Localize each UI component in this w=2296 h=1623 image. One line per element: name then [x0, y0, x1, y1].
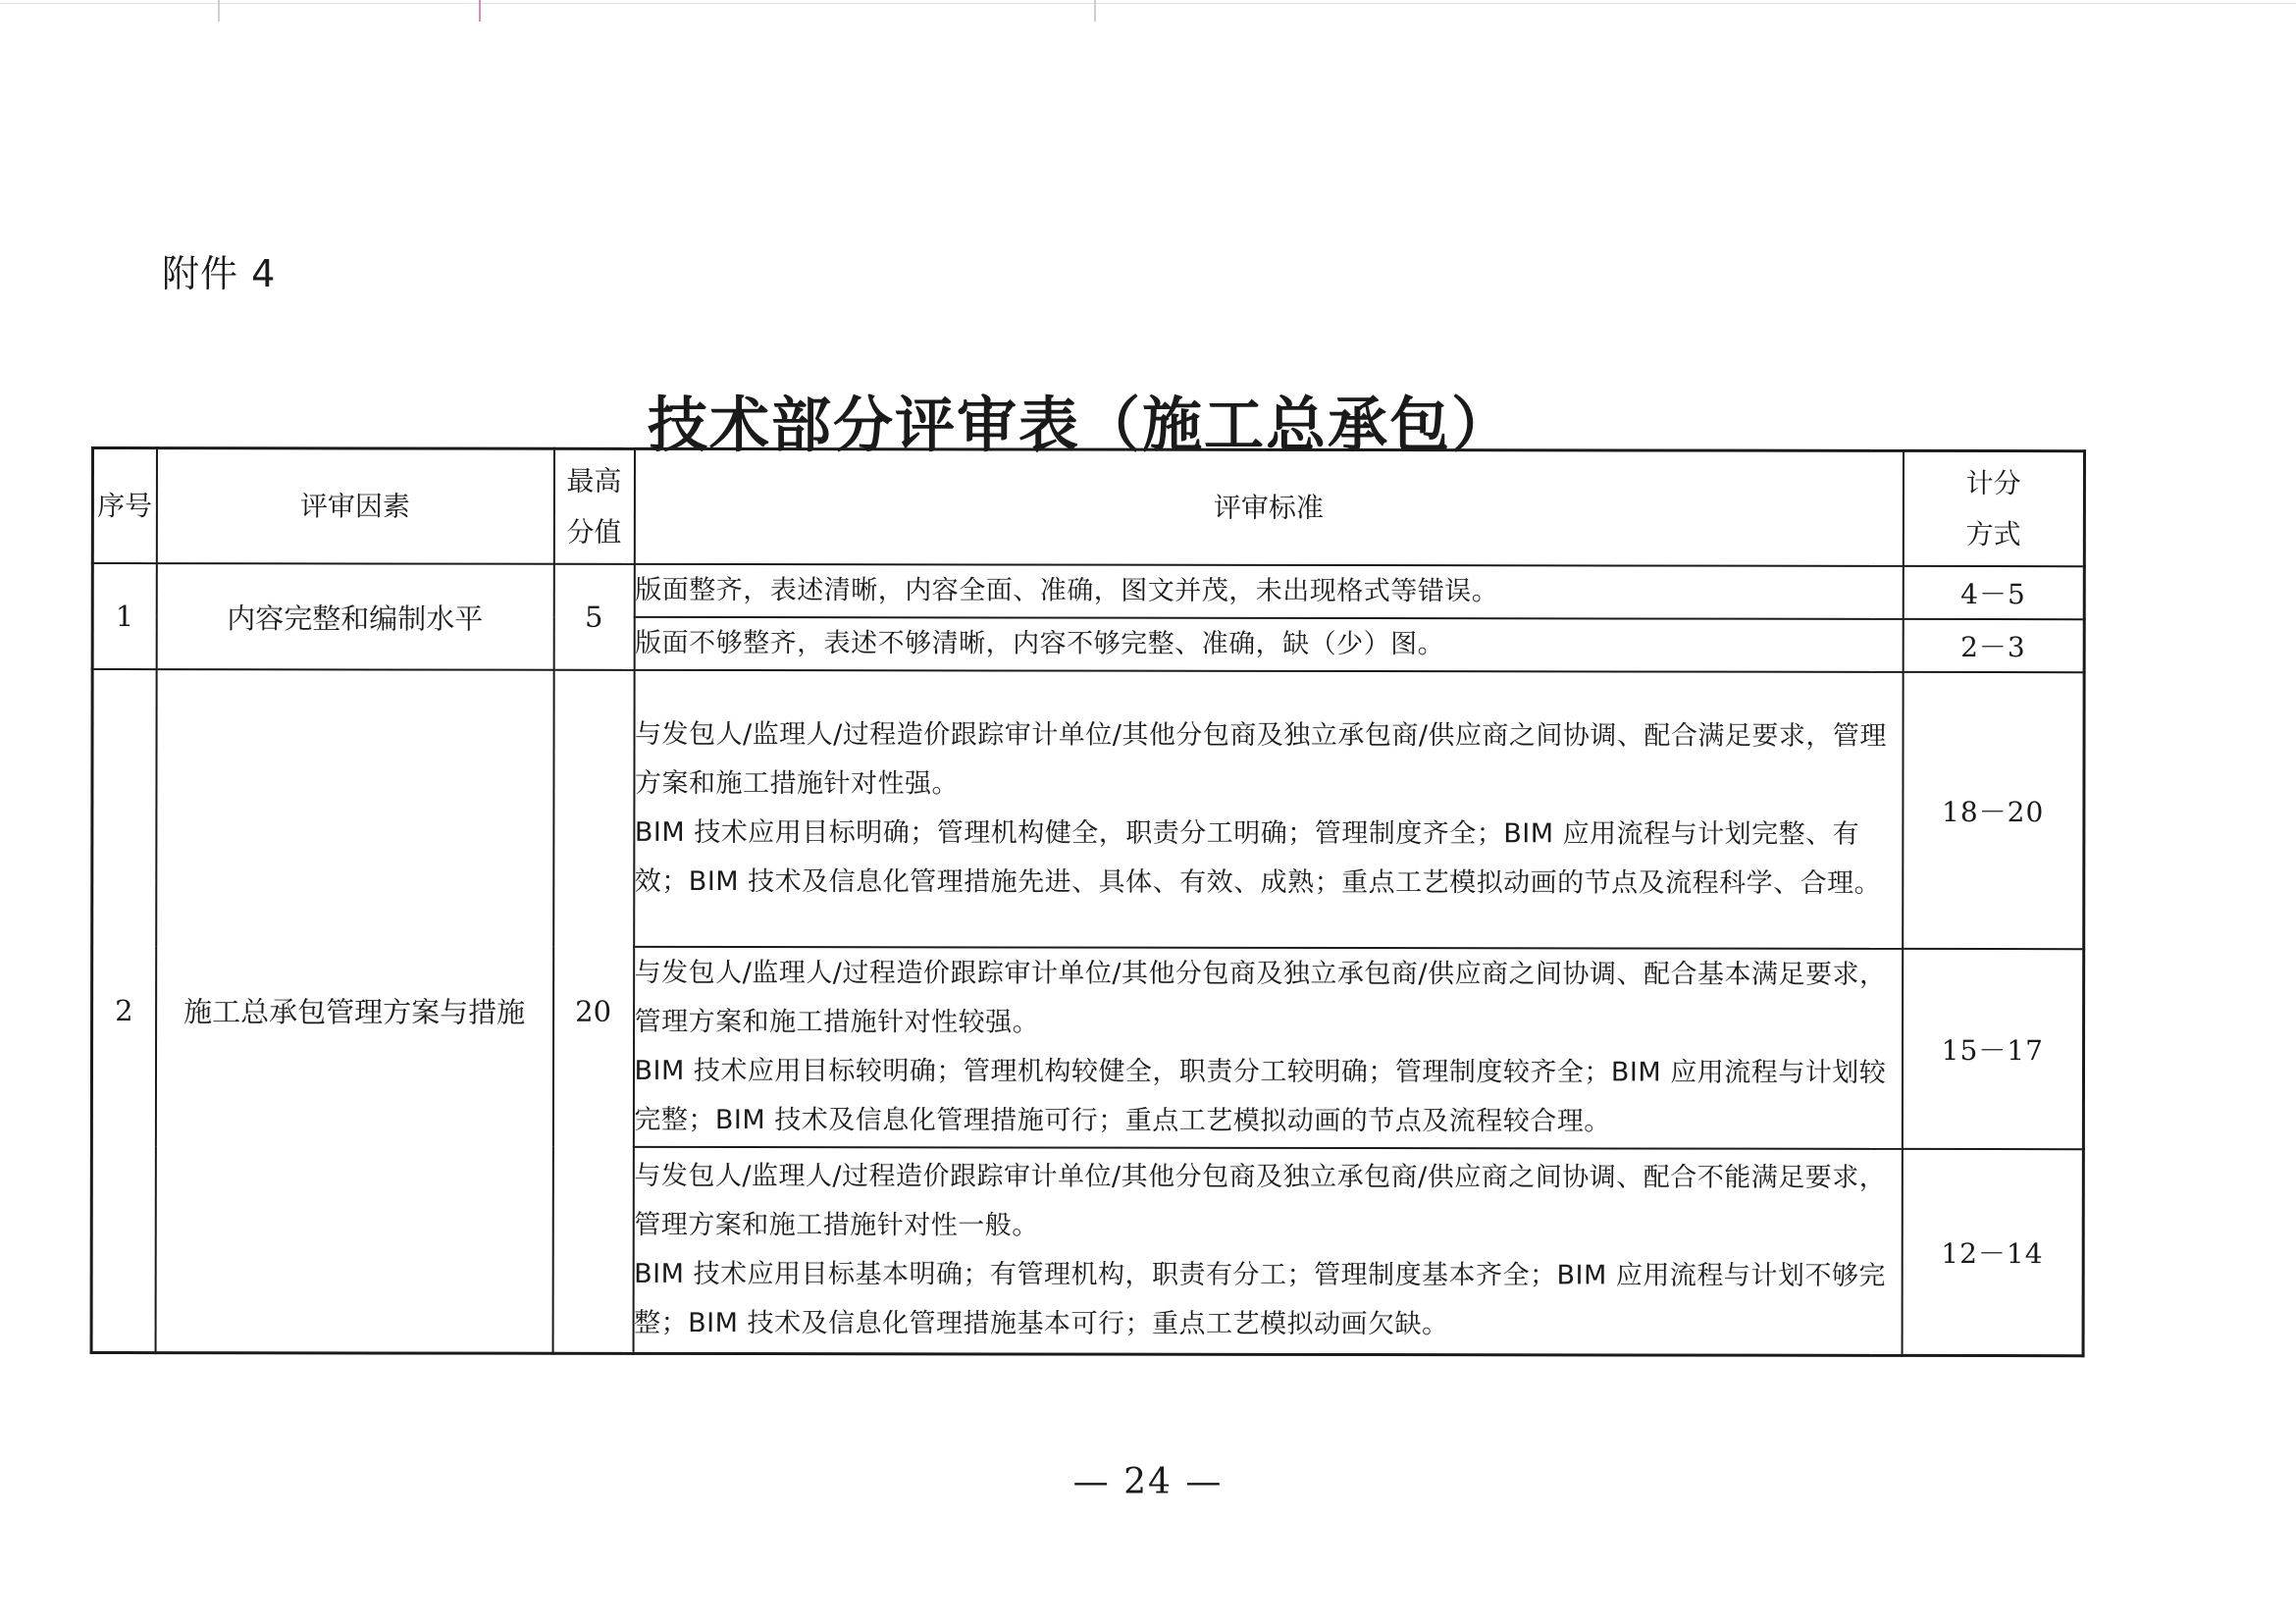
header-factor: 评审因素 — [156, 448, 553, 564]
document-title: 技术部分评审表（施工总承包） — [648, 391, 1514, 460]
scan-edge-tick — [218, 0, 220, 22]
criterion-standard: 版面不够整齐，表述不够清晰，内容不够完整、准确，缺（少）图。 — [634, 617, 1903, 672]
criterion-score: 18－20 — [1903, 672, 2084, 949]
criterion-paragraph: BIM 技术应用目标基本明确；有管理机构，职责有分工；管理制度基本齐全；BIM 应用流程与计划不够完整；BIM 技术及信息化管理措施基本可行；重点工艺模拟动画欠缺。 — [634, 1258, 1886, 1339]
row-number: 1 — [92, 563, 156, 669]
page-number: — 24 — — [1072, 1462, 1224, 1502]
criterion-standard — [634, 670, 1903, 949]
criterion-paragraph: BIM 技术应用目标较明确；管理机构较健全，职责分工较明确；管理制度较齐全；BIM 应用流程与计划较完整；BIM 技术及信息化管理措施可行；重点工艺模拟动画的节点及流程较合理。 — [634, 1055, 1887, 1137]
row-factor: 施工总承包管理方案与措施 — [155, 669, 553, 1353]
criterion-standard: 版面整齐，表述清晰，内容全面、准确，图文并茂，未出现格式等错误。 — [634, 564, 1903, 619]
scan-edge-marks — [0, 0, 2296, 22]
row-factor: 内容完整和编制水平 — [156, 563, 553, 670]
scan-edge-tick — [1094, 0, 1096, 22]
header-max-line1: 最高 — [566, 464, 622, 497]
header-max-line2: 分值 — [566, 515, 622, 549]
criterion-paragraph: 与发包人/监理人/过程造价跟踪审计单位/其他分包商及独立承包商/供应商之间协调、配合满足要求，管理方案和施工措施针对性强。 — [634, 718, 1887, 800]
criterion-score: 15－17 — [1902, 949, 2083, 1149]
criterion-score: 4－5 — [1903, 566, 2084, 619]
header-score-line1: 计分 — [1965, 466, 2021, 499]
table-header-row — [92, 448, 2084, 567]
criterion-paragraph: 与发包人/监理人/过程造价跟踪审计单位/其他分包商及独立承包商/供应商之间协调、配合不能满足要求，管理方案和施工措施针对性一般。 — [634, 1160, 1887, 1241]
attachment-label: 附件 4 — [162, 252, 277, 295]
header-standard: 评审标准 — [634, 448, 1903, 566]
criterion-score: 12－14 — [1902, 1149, 2083, 1355]
review-table — [90, 446, 2086, 1357]
row-max-score: 20 — [552, 670, 634, 1353]
header-max-score — [553, 448, 634, 564]
scan-edge-line — [0, 3, 2296, 4]
criterion-paragraph: BIM 技术应用目标明确；管理机构健全，职责分工明确；管理制度齐全；BIM 应用流程与计划完整、有效；BIM 技术及信息化管理措施先进、具体、有效、成熟；重点工艺模拟动画的节点及流程科学、合理。 — [634, 816, 1882, 899]
header-scoring — [1903, 450, 2084, 566]
header-no: 序号 — [92, 448, 156, 564]
criterion-standard — [633, 1147, 1902, 1355]
scan-edge-tick — [479, 0, 481, 22]
row-number: 2 — [91, 669, 156, 1352]
criterion-standard — [633, 947, 1902, 1149]
table-row — [92, 563, 2084, 619]
row-max-score: 5 — [553, 564, 634, 670]
header-score-line2: 方式 — [1965, 517, 2021, 550]
table-row — [92, 669, 2084, 949]
criterion-paragraph: 与发包人/监理人/过程造价跟踪审计单位/其他分包商及独立承包商/供应商之间协调、配合基本满足要求，管理方案和施工措施针对性较强。 — [634, 957, 1887, 1038]
criterion-score: 2－3 — [1903, 619, 2084, 672]
